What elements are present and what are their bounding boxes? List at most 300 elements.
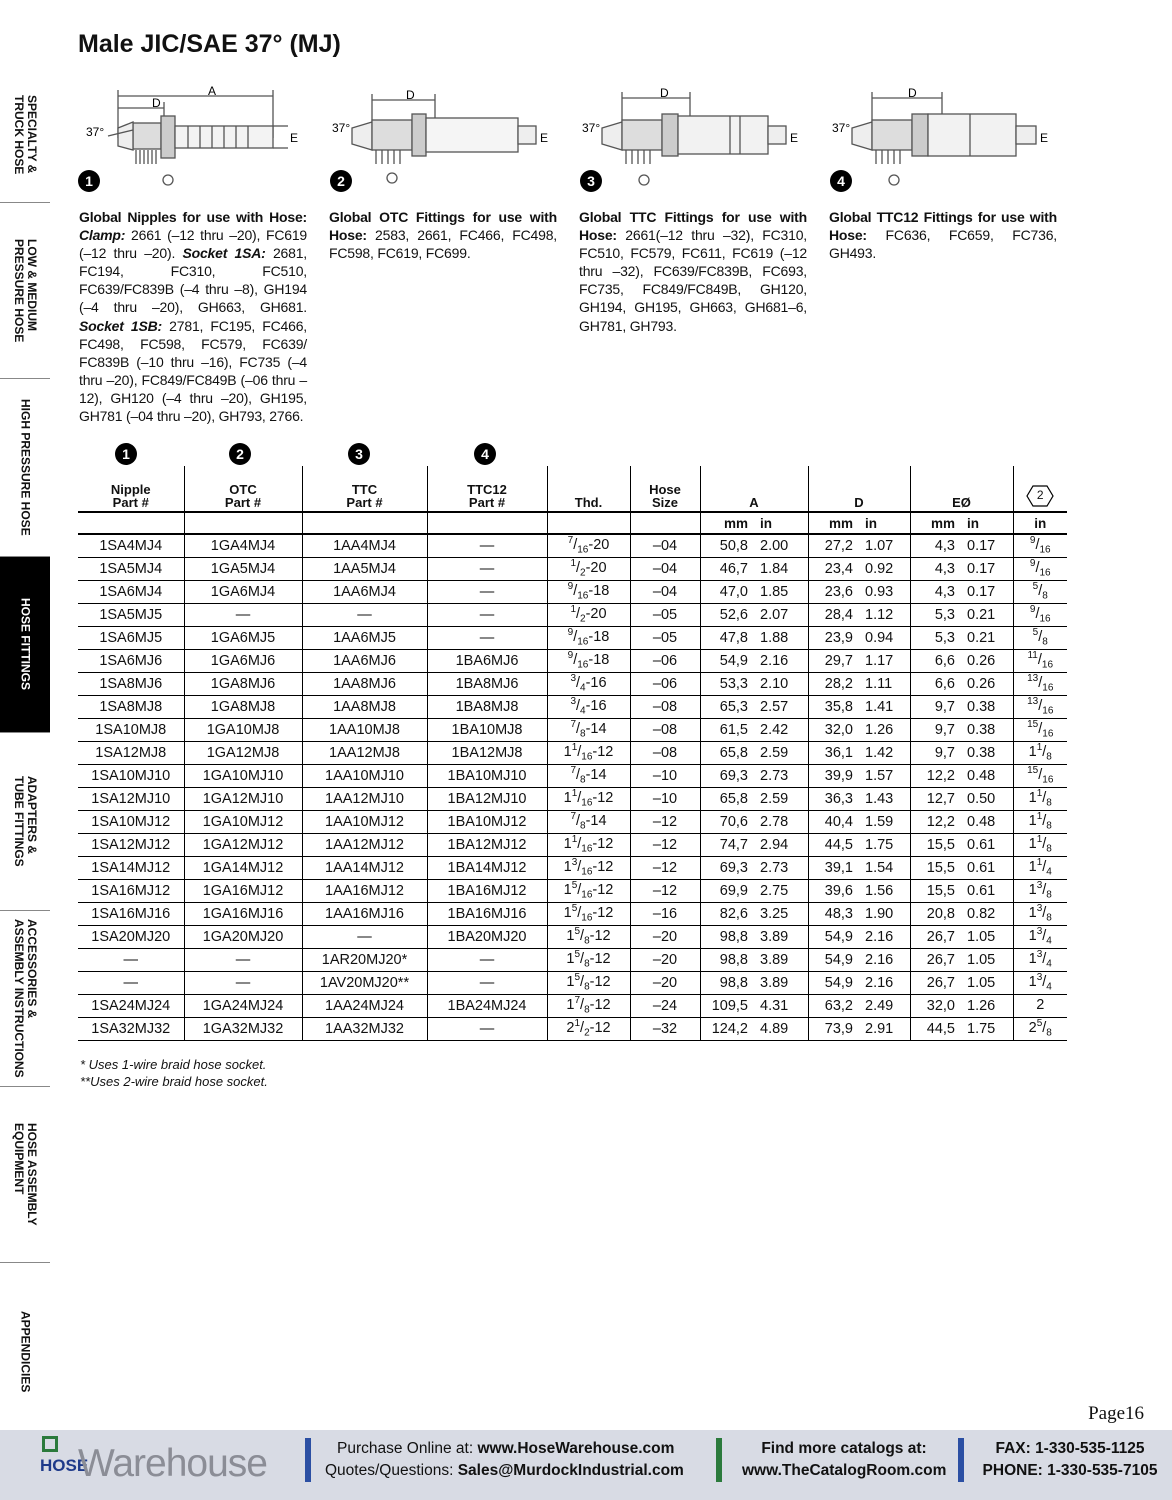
tab-appendicies[interactable]: APPENDICIES [0,1262,50,1440]
cell-d-in: 2.16 [859,925,910,948]
cell-hose-size: –08 [630,718,700,741]
fraction-slash: / [580,950,585,967]
fraction-slash: / [1042,950,1047,967]
angle-label: 37° [332,121,351,135]
cell-otc-part: 1GA8MJ6 [184,672,302,695]
cell-nipple-part: 1SA14MJ12 [78,856,184,879]
cell-ttc-part: 1AA10MJ10 [302,764,427,787]
fraction-denominator: 8 [580,728,586,740]
cell-e-in: 0.48 [961,764,1013,787]
fraction-numerator: 1 [1036,857,1043,869]
fraction-slash: / [580,1019,585,1036]
cell-hex [1013,833,1067,856]
cell-ttc12-part: 1BA14MJ12 [427,856,547,879]
cell-otc-part: 1GA12MJ8 [184,741,302,764]
fraction-numerator: 3 [570,673,576,685]
cell-d-in: 1.59 [859,810,910,833]
fraction-numerator: 5 [571,903,578,915]
thread-pitch: -12 [589,996,611,1013]
cell-hose-size: –05 [630,603,700,626]
whole-part: 1 [1028,858,1037,875]
fraction-slash: / [1038,766,1043,783]
fraction-slash: / [573,651,578,668]
whole-part: 1 [563,904,572,921]
dim-d-label: D [660,86,669,100]
fraction-slash: / [576,766,581,783]
cell-e-in: 1.26 [961,994,1013,1017]
cell-a-in: 1.85 [754,580,808,603]
spec-table [78,466,1067,1041]
cell-hose-size: –06 [630,672,700,695]
fraction-slash: / [576,812,581,829]
cell-a-mm: 74,7 [700,833,754,856]
units-row: mm in mm in mm in in [78,512,1067,534]
cell-ttc12-part: 1BA10MJ12 [427,810,547,833]
cell-ttc-part: 1AA12MJ12 [302,833,427,856]
cell-hex [1013,971,1067,994]
fraction-slash: / [1042,904,1047,921]
cell-hose-size: –10 [630,764,700,787]
sales-email-link[interactable]: Sales@MurdockIndustrial.com [457,1462,684,1479]
fraction-slash: / [1035,559,1040,576]
cell-nipple-part: 1SA10MJ8 [78,718,184,741]
table-row [78,741,1067,764]
cell-a-mm: 69,9 [700,879,754,902]
cell-ttc12-part: 1BA24MJ24 [427,994,547,1017]
whole-part: 1 [566,973,575,990]
cell-e-in: 1.75 [961,1017,1013,1040]
cell-hose-size: –04 [630,580,700,603]
fraction-slash: / [1042,1019,1047,1036]
cell-thread [547,626,630,649]
cell-d-in: 1.41 [859,695,910,718]
cell-otc-part: 1GA10MJ8 [184,718,302,741]
cell-e-mm: 5,3 [910,626,961,649]
cell-a-mm: 61,5 [700,718,754,741]
cell-ttc12-part: 1BA12MJ8 [427,741,547,764]
cell-a-mm: 98,8 [700,971,754,994]
fraction-slash: / [1042,812,1047,829]
cell-a-in: 2.78 [754,810,808,833]
fraction-denominator: 16 [1042,705,1054,717]
thread-pitch: -16 [585,674,607,691]
cell-e-mm: 15,5 [910,856,961,879]
table-row [78,810,1067,833]
fraction-denominator: 2 [584,1027,590,1039]
cell-hose-size: –10 [630,787,700,810]
cell-a-in: 3.89 [754,925,808,948]
fraction-denominator: 16 [581,751,593,763]
cell-a-in: 1.84 [754,557,808,580]
cell-d-in: 0.93 [859,580,910,603]
cell-thread [547,879,630,902]
cell-e-in: 0.82 [961,902,1013,925]
dim-e-label: E [790,131,799,145]
cell-d-mm: 54,9 [808,948,859,971]
fraction-numerator: 9 [1029,558,1036,570]
contact-purchase: Purchase Online at: www.HoseWarehouse.com Quotes/Questions: Sales@MurdockIndustrial.com [325,1440,684,1479]
cell-ttc-part: 1AR20MJ20* [302,948,427,971]
fraction-denominator: 16 [581,866,593,878]
fraction-slash: / [577,881,582,898]
fraction-numerator: 11 [1027,650,1038,662]
cell-otc-part: 1GA6MJ5 [184,626,302,649]
cell-ttc-part: 1AA24MJ24 [302,994,427,1017]
cell-e-in: 0.21 [961,626,1013,649]
cell-d-mm: 54,9 [808,925,859,948]
fraction-numerator: 5 [1032,581,1039,593]
cell-d-in: 2.91 [859,1017,910,1040]
cell-a-in: 2.59 [754,787,808,810]
fraction-numerator: 3 [1036,880,1043,892]
thread-pitch: -18 [588,628,610,645]
cell-a-mm: 50,8 [700,534,754,557]
cell-ttc-part: 1AA4MJ4 [302,534,427,557]
whole-part: 1 [563,858,572,875]
header-hose-size: Hose Size [630,466,700,512]
tab-hose-assembly-equipment[interactable]: HOSE ASSEMBLY EQUIPMENT [0,1086,50,1262]
cell-hex [1013,580,1067,603]
cell-thread [547,741,630,764]
contact-phone-fax [972,1438,1168,1482]
thread-pitch: -12 [592,789,614,806]
figure-number-badge: 4 [830,170,852,192]
cell-otc-part: 1GA8MJ8 [184,695,302,718]
cell-d-mm: 44,5 [808,833,859,856]
cell-ttc-part: 1AV20MJ20** [302,971,427,994]
cell-a-in: 2.16 [754,649,808,672]
catalogroom-link[interactable]: www.TheCatalogRoom.com [742,1462,947,1479]
cell-a-in: 4.31 [754,994,808,1017]
cell-e-in: 0.17 [961,534,1013,557]
thread-pitch: -12 [592,835,614,852]
dim-d-label: D [908,86,917,100]
fraction-denominator: 4 [580,705,586,717]
description-ttc12: Global TTC12 Fittings for use with Hose: FC636, FC659, FC736, GH493. [829,209,1057,262]
cell-d-in: 2.16 [859,971,910,994]
fraction-slash: / [576,559,581,576]
cell-e-mm: 26,7 [910,925,961,948]
cell-ttc12-part: — [427,948,547,971]
cell-ttc-part: 1AA16MJ12 [302,879,427,902]
fraction-denominator: 8 [580,820,586,832]
cell-otc-part: 1GA6MJ4 [184,580,302,603]
fraction-denominator: 8 [584,1004,590,1016]
cell-thread [547,833,630,856]
fraction-numerator: 9 [567,650,574,662]
figure-ttc [580,78,808,198]
cell-d-mm: 39,6 [808,879,859,902]
whole-part: 1 [1028,789,1037,806]
logo-warehouse-text: Warehouse [78,1442,267,1485]
fraction-numerator: 9 [567,627,574,639]
header-thd: Thd. [547,466,630,512]
thread-pitch: -14 [585,766,607,783]
fraction-denominator: 8 [1046,751,1052,763]
cell-nipple-part: 1SA12MJ8 [78,741,184,764]
tab-high-pressure-hose[interactable]: HIGH PRESSURE HOSE [0,378,50,556]
table-row [78,879,1067,902]
cell-e-in: 0.61 [961,879,1013,902]
cell-hex [1013,741,1067,764]
fraction-denominator: 4 [1046,981,1052,993]
whole-part: 1 [563,881,572,898]
whole-part: 1 [563,743,572,760]
cell-otc-part: 1GA5MJ4 [184,557,302,580]
fraction-numerator: 1 [1036,834,1043,846]
cell-hose-size: –08 [630,695,700,718]
whole-part: 1 [1028,881,1037,898]
nipple-diagram [78,78,306,198]
cell-d-mm: 23,9 [808,626,859,649]
cell-hex [1013,764,1067,787]
cell-ttc12-part: 1BA12MJ12 [427,833,547,856]
spec-table-body [78,534,1067,1040]
whole-part: 1 [563,835,572,852]
cell-hex [1013,902,1067,925]
cell-nipple-part: 1SA16MJ16 [78,902,184,925]
cell-e-in: 1.05 [961,971,1013,994]
table-row [78,902,1067,925]
fraction-denominator: 8 [1046,912,1052,924]
fraction-numerator: 5 [574,972,581,984]
fraction-denominator: 8 [1046,797,1052,809]
cell-hex [1013,948,1067,971]
cell-e-mm: 9,7 [910,695,961,718]
cell-e-in: 0.17 [961,580,1013,603]
dim-e-label: E [540,131,549,145]
fraction-denominator: 16 [1039,545,1051,557]
cell-e-mm: 32,0 [910,994,961,1017]
cell-hex [1013,626,1067,649]
cell-ttc12-part: 1BA16MJ12 [427,879,547,902]
fraction-numerator: 13 [1027,696,1039,708]
fraction-numerator: 9 [1029,604,1036,616]
cell-d-in: 1.90 [859,902,910,925]
cell-a-mm: 47,8 [700,626,754,649]
hosewarehouse-link[interactable]: www.HoseWarehouse.com [477,1440,675,1457]
angle-label: 37° [86,125,105,139]
fraction-denominator: 8 [1046,1027,1052,1039]
cell-a-mm: 98,8 [700,948,754,971]
cell-ttc-part: 1AA10MJ12 [302,810,427,833]
cell-thread [547,971,630,994]
fraction-slash: / [577,858,582,875]
whole-part: 1 [1028,904,1037,921]
cell-d-in: 1.12 [859,603,910,626]
cell-ttc12-part: 1BA10MJ8 [427,718,547,741]
cell-ttc12-part: 1BA16MJ16 [427,902,547,925]
tab-adapters-tube-fittings[interactable]: ADAPTERS & TUBE FITTINGS [0,732,50,910]
cell-nipple-part: 1SA8MJ8 [78,695,184,718]
fraction-numerator: 7 [570,811,576,823]
whole-part: 2 [1036,996,1045,1013]
cell-otc-part: 1GA16MJ12 [184,879,302,902]
cell-e-mm: 20,8 [910,902,961,925]
thread-pitch: -20 [588,537,610,554]
cell-nipple-part: 1SA6MJ4 [78,580,184,603]
table-row [78,994,1067,1017]
cell-otc-part: 1GA14MJ12 [184,856,302,879]
cell-e-mm: 6,6 [910,649,961,672]
otc-diagram [330,78,558,198]
cell-nipple-part: 1SA12MJ10 [78,787,184,810]
fraction-denominator: 8 [584,981,590,993]
whole-part: 1 [563,789,572,806]
thread-pitch: -16 [585,697,607,714]
table-row [78,534,1067,557]
cell-thread [547,649,630,672]
fraction-numerator: 7 [570,719,576,731]
cell-d-mm: 28,4 [808,603,859,626]
fraction-denominator: 8 [580,774,586,786]
figure-nipple [78,78,306,198]
fraction-slash: / [1042,973,1047,990]
fraction-slash: / [1038,674,1043,691]
fraction-denominator: 8 [584,935,590,947]
cell-nipple-part: 1SA10MJ12 [78,810,184,833]
dim-a-label: A [208,84,217,98]
cell-a-mm: 98,8 [700,925,754,948]
cell-hex [1013,856,1067,879]
fraction-slash: / [1035,605,1040,622]
whole-part: 1 [566,950,575,967]
table-header-row [78,466,1067,512]
thread-pitch: -12 [589,1019,611,1036]
cell-a-mm: 53,3 [700,672,754,695]
fraction-denominator: 16 [1042,774,1054,786]
page-number: Page16 [1088,1403,1144,1424]
fraction-denominator: 16 [1039,613,1051,625]
table-row [78,833,1067,856]
description-nipples: Global Nipples for use with Hose: Clamp: 2661 (–12 thru –20), FC619 (–12 thru –20). Socket 1SA: 2681, FC194, FC310, FC510, FC639/FC839B (–4 thru –8), GH194 (–4 thru –20), GH663, GH681. Socket 1SB: 2781, FC195, FC466, FC498, FC598, FC579, FC639/ FC839B (–10 thru –16), FC735 (–4 thru –20), FC849/FC849B (–06 thru –12), GH120 (–4 thru –20), GH195, GH781 (–04 thru –20), GH793, 2766. [79,209,308,425]
fraction-slash: / [576,720,581,737]
cell-a-mm: 47,0 [700,580,754,603]
cell-e-mm: 26,7 [910,948,961,971]
column-number-badges [78,443,1068,467]
ttc12-diagram [830,78,1058,198]
contact-catalogs: Find more catalogs at: www.TheCatalogRoom.com [742,1440,947,1479]
fraction-numerator: 3 [1036,949,1043,961]
whole-part: 1 [1028,950,1037,967]
fraction-numerator: 1 [1036,788,1043,800]
thread-pitch: -12 [589,973,611,990]
fraction-numerator: 1 [571,742,578,754]
cell-ttc-part: — [302,925,427,948]
fraction-numerator: 5 [1032,627,1039,639]
cell-d-in: 2.16 [859,948,910,971]
cell-a-mm: 69,3 [700,764,754,787]
cell-hose-size: –32 [630,1017,700,1040]
cell-d-mm: 39,1 [808,856,859,879]
fraction-numerator: 15 [1027,765,1039,777]
fraction-denominator: 8 [1042,590,1048,602]
header-otc: OTC Part # [184,466,302,512]
figure-ttc12 [830,78,1058,198]
cell-thread [547,810,630,833]
fraction-slash: / [1042,789,1047,806]
cell-ttc-part: 1AA12MJ10 [302,787,427,810]
cell-d-in: 1.42 [859,741,910,764]
thread-pitch: -20 [585,559,607,576]
cell-thread [547,948,630,971]
fraction-numerator: 3 [1036,926,1043,938]
cell-d-mm: 36,3 [808,787,859,810]
fraction-denominator: 16 [581,843,593,855]
cell-ttc12-part: — [427,626,547,649]
cell-d-mm: 23,6 [808,580,859,603]
fraction-slash: / [573,537,578,554]
fraction-denominator: 16 [577,659,589,671]
whole-part: 1 [1028,812,1037,829]
fraction-slash: / [1042,881,1047,898]
cell-hex [1013,994,1067,1017]
cell-e-in: 0.38 [961,695,1013,718]
page-title: Male JIC/SAE 37° (MJ) [78,30,341,58]
cell-otc-part: — [184,971,302,994]
table-row [78,1017,1067,1040]
cell-a-mm: 82,6 [700,902,754,925]
cell-hex [1013,695,1067,718]
cell-e-mm: 15,5 [910,833,961,856]
tab-hose-fittings[interactable]: HOSE FITTINGS [0,556,50,732]
cell-a-in: 2.73 [754,764,808,787]
col-badge-otc: 2 [229,443,251,465]
cell-ttc12-part: 1BA20MJ20 [427,925,547,948]
cell-nipple-part: — [78,948,184,971]
cell-a-in: 2.59 [754,741,808,764]
fraction-numerator: 1 [1036,742,1043,754]
table-row [78,580,1067,603]
cell-d-in: 1.56 [859,879,910,902]
thread-pitch: -12 [592,904,614,921]
table-row [78,971,1067,994]
fraction-denominator: 4 [1046,958,1052,970]
cell-otc-part: — [184,948,302,971]
cell-ttc-part: 1AA5MJ4 [302,557,427,580]
fraction-slash: / [1038,628,1043,645]
fraction-denominator: 4 [580,682,586,694]
fraction-slash: / [1038,720,1043,737]
fraction-slash: / [1042,858,1047,875]
tab-low-medium-pressure-hose[interactable]: LOW & MEDIUM PRESSURE HOSE [0,202,50,378]
fraction-numerator: 5 [571,880,578,892]
cell-d-mm: 54,9 [808,971,859,994]
cell-e-mm: 4,3 [910,580,961,603]
fraction-numerator: 5 [1036,1018,1043,1030]
tab-specialty-truck-hose[interactable]: SPECIALTY & TRUCK HOSE [12,95,39,175]
fraction-slash: / [580,996,585,1013]
cell-otc-part: 1GA6MJ6 [184,649,302,672]
cell-a-in: 3.89 [754,948,808,971]
cell-nipple-part: 1SA8MJ6 [78,672,184,695]
figure-otc [330,78,558,198]
cell-hose-size: –20 [630,925,700,948]
thread-pitch: -14 [585,812,607,829]
description-otc: Global OTC Fittings for use with Hose: 2583, 2661, FC466, FC498, FC598, FC619, FC699. [329,209,557,262]
fraction-denominator: 4 [1046,935,1052,947]
cell-nipple-part: 1SA5MJ4 [78,557,184,580]
fraction-denominator: 16 [1041,659,1054,671]
whole-part: 2 [566,1019,575,1036]
tab-accessories-assembly[interactable]: ACCESSORIES & ASSEMBLY INSTRUCTIONS [0,910,50,1086]
whole-part: 1 [566,927,575,944]
cell-otc-part: 1GA10MJ10 [184,764,302,787]
cell-ttc12-part: — [427,580,547,603]
cell-e-in: 0.61 [961,856,1013,879]
cell-a-mm: 69,3 [700,856,754,879]
cell-hose-size: –20 [630,971,700,994]
